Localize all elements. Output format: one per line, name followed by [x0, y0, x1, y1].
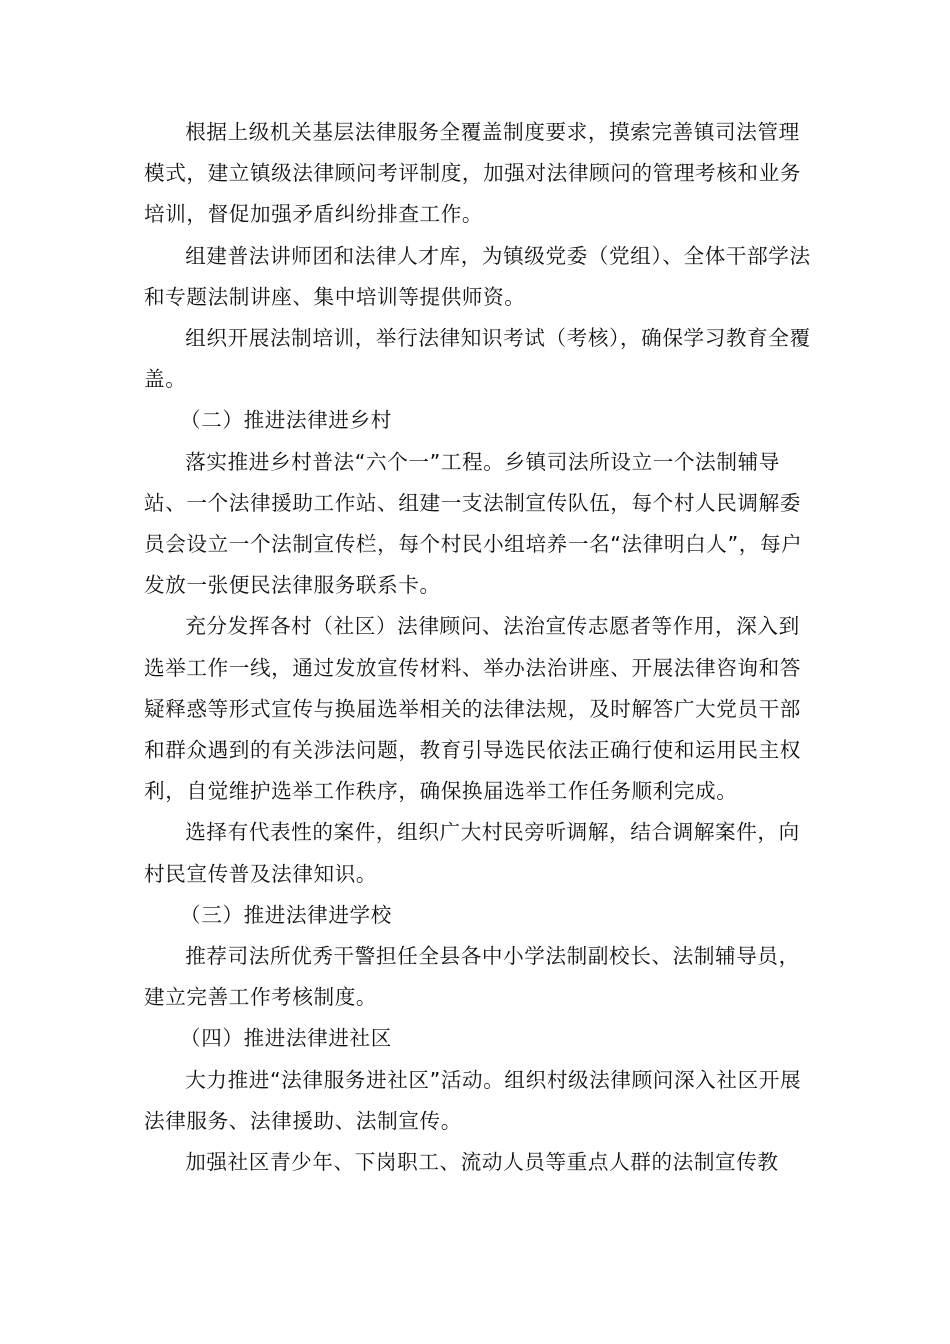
paragraph-case-mediation: 选择有代表性的案件，组织广大村民旁听调解，结合调解案件，向村民宣传普及法律知识。 [144, 820, 800, 886]
heading-law-into-schools: （三）推进法律进学校 [180, 902, 392, 927]
paragraph-school-vice-principal: 推荐司法所优秀干警担任全县各中小学法制副校长、法制辅导员，建立完善工作考核制度。 [144, 944, 800, 1010]
paragraph-key-groups-education: 加强社区青少年、下岗职工、流动人员等重点人群的法制宣传教 [185, 1150, 779, 1175]
document-body [144, 112, 812, 1183]
heading-law-into-villages: （二）推进法律进乡村 [180, 408, 392, 433]
paragraph-community-services: 大力推进“法律服务进社区”活动。组织村级法律顾问深入社区开展法律服务、法律援助、法制宣传。 [144, 1067, 802, 1133]
paragraph-legal-training: 组织开展法制培训，举行法律知识考试（考核），确保学习教育全覆盖。 [144, 326, 811, 392]
paragraph-lecturer-team: 组建普法讲师团和法律人才库，为镇级党委（党组）、全体干部学法和专题法制讲座、集中培训等提供师资。 [144, 243, 811, 309]
heading-law-into-communities: （四）推进法律进社区 [180, 1026, 392, 1051]
paragraph-six-ones-project: 落实推进乡村普法“六个一”工程。乡镇司法所设立一个法制辅导站、一个法律援助工作站、组建一支法制宣传队伍，每个村人民调解委员会设立一个法制宣传栏，每个村民小组培养一名“法律明白人”，每户发放一张便民法律服务联系卡。 [144, 449, 803, 598]
paragraph-legal-advisor-system: 根据上级机关基层法律服务全覆盖制度要求，摸索完善镇司法管理模式，建立镇级法律顾问考评制度，加强对法律顾问的管理考核和业务培训，督促加强矛盾纠纷排查工作。 [144, 120, 802, 227]
paragraph-election-support: 充分发挥各村（社区）法律顾问、法治宣传志愿者等作用，深入到选举工作一线，通过发放宣传材料、举办法治讲座、开展法律咨询和答疑释惑等形式宣传与换届选举相关的法律法规，及时解答广大党员干部和群众遇到的有关涉法问题，教育引导选民依法正确行使和运用民主权利，自觉维护选举工作秩序，确保换届选举工作任务顺利完成。 [144, 614, 802, 804]
